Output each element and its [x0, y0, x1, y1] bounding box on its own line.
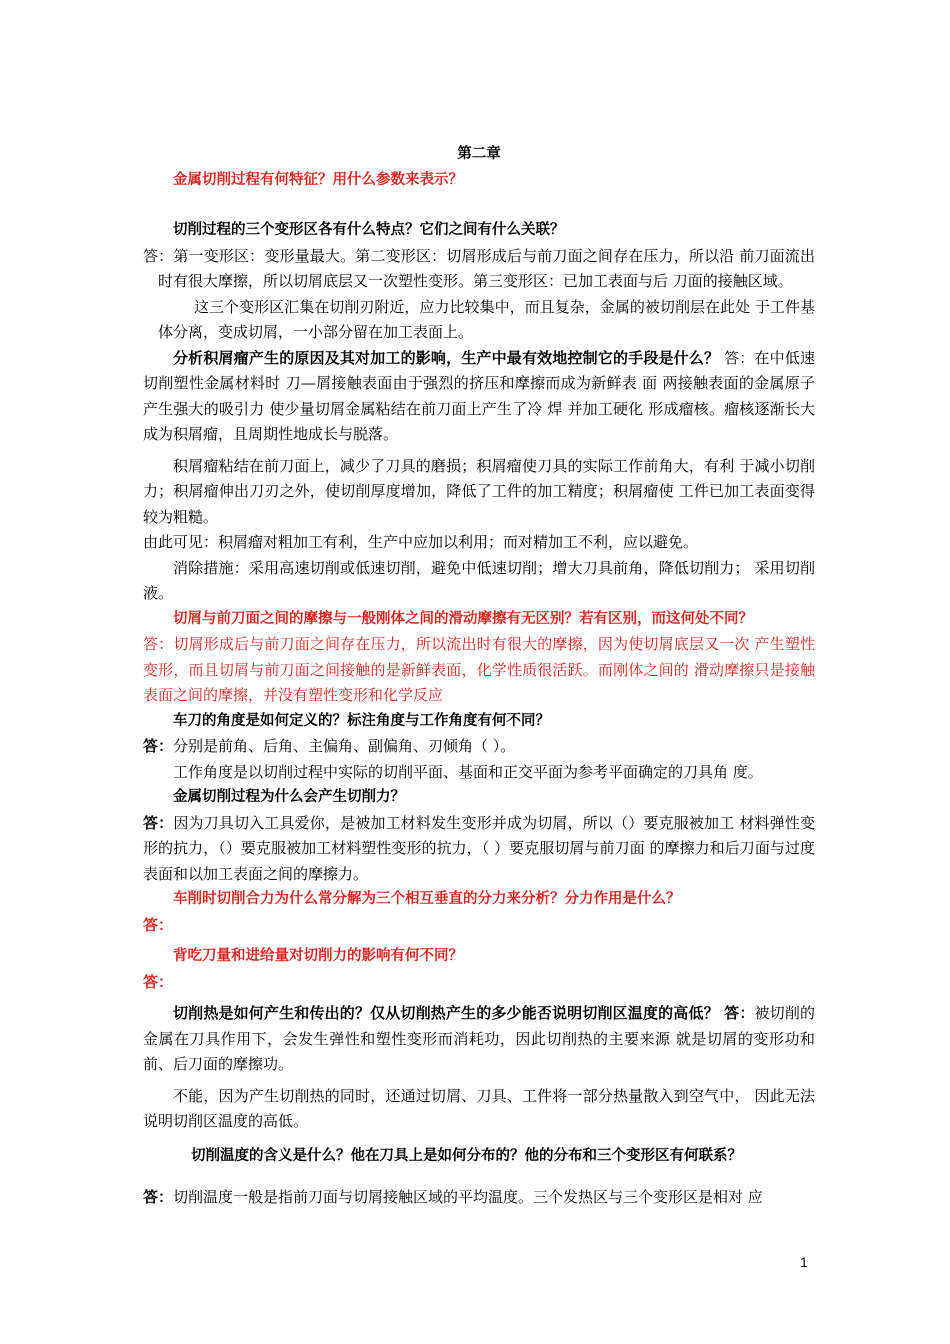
question-7: 车削时切削合力为什么常分解为三个相互垂直的分力来分析？分力作用是什么？	[173, 891, 681, 907]
question-10: 切削温度的含义是什么？他在刀具上是如何分布的？他的分布和三个变形区有何联系？	[191, 1147, 742, 1164]
answer-label: 答：	[143, 915, 174, 934]
answer-label: 答：	[143, 1187, 174, 1206]
answer-label: 答：	[718, 1004, 755, 1022]
answer-3-paragraph-4: 消除措施：采用高速切削或低速切削，避免中低速切削；增大刀具前角，降低切削力； 采用切削液。	[143, 558, 815, 602]
question-9: 切削热是如何产生和传出的？仅从切削热产生的多少能否说明切削区温度的高低？	[173, 1004, 719, 1022]
question-3-block	[143, 346, 815, 448]
answer-7	[143, 913, 815, 939]
question-1: 金属切削过程有何特征？用什么参数来表示？	[173, 171, 463, 188]
answer-5-paragraph-1	[143, 734, 815, 760]
answer-5-text: 分别是前角、后角、主偏角、副偏角、刃倾角（ ）。	[173, 737, 516, 755]
question-9-block	[143, 1001, 815, 1078]
answer-5-paragraph-2: 工作角度是以切削过程中实际的切削平面、基面和正交平面为参考平面确定的刀具角 度。	[173, 762, 763, 781]
answer-label: 答：	[143, 737, 174, 755]
chapter-title: 第二章	[457, 146, 501, 162]
answer-3-paragraph-1: 答：在中低速切削塑性金属材料时 刀—屑接触表面由于强烈的挤压和摩擦而成为新鲜表 面 两接触表面的金属原子产生强大的吸引力 使少量切屑金属粘结在前刀面上产生了冷 焊 并加工硬化 形成瘤核。瘤核逐渐长大成为积屑瘤，且周期性地成长与脱落。	[143, 348, 815, 443]
blank-line	[143, 193, 815, 218]
answer-label: 答：	[143, 972, 174, 991]
answer-8	[143, 970, 815, 996]
page-number: 1	[800, 1254, 808, 1270]
spacer	[143, 1171, 815, 1185]
question-2: 切削过程的三个变形区各有什么特点？它们之间有什么关联？	[173, 222, 565, 238]
question-8: 背吃刀量和进给量对切削力的影响有何不同？	[173, 948, 463, 964]
document-body	[143, 142, 815, 1210]
answer-9-paragraph-2: 不能，因为产生切削热的同时，还通过切屑、刀具、工件将一部分热量散入到空气中， 因此无法说明切削区温度的高低。	[143, 1086, 815, 1130]
answer-3-paragraph-3: 由此可见：积屑瘤对粗加工有利，生产中应加以利用；而对精加工不利，应以避免。	[143, 533, 699, 551]
answer-3-paragraph-2: 积屑瘤粘结在前刀面上，减少了刀具的磨损；积屑瘤使刀具的实际工作前角大，有利 于减小切削力；积屑瘤伸出刀刃之外，使切削厚度增加，降低了工件的加工精度；积屑瘤使 工件已加工表面变得较为粗糙。	[143, 456, 815, 526]
question-4: 切屑与前刀面之间的摩擦与一般刚体之间的滑动摩擦有无区别？若有区别，而这何处不同？	[173, 610, 753, 627]
answer-10-text: 切削温度一般是指前刀面与切屑接触区域的平均温度。三个发热区与三个变形区是相对 应	[173, 1187, 763, 1206]
answer-6-text: 因为刀具切入工具爱你，是被加工材料发生变形并成为切屑，所以（）要克服被加工 材料弹性变形的抗力，（）要克服被加工材料塑性变形的抗力，（ ）要克服切屑与前刀面 的摩擦力和后刀面与过度表面和以加工表面之间的摩擦力。	[143, 813, 815, 883]
answer-6	[143, 811, 815, 888]
question-3: 分析积屑瘤产生的原因及其对加工的影响，生产中最有效地控制它的手段是什么？	[173, 348, 720, 367]
question-6: 金属切削过程为什么会产生切削力？	[173, 789, 405, 805]
answer-9-paragraph-1: 被切削的金属在刀具作用下，会发生弹性和塑性变形而消耗功，因此切削热的主要来源 就是切屑的变形功和前、后刀面的摩擦功。	[143, 1004, 815, 1073]
answer-2-paragraph-1: 答：第一变形区：变形量最大。第二变形区：切屑形成后与前刀面之间存在压力，所以沿 前刀面流出时有很大摩擦，所以切屑底层又一次塑性变形。第三变形区：已加工表面与后 刀面的接触区域。	[143, 246, 815, 290]
answer-2-paragraph-2: 这三个变形区汇集在切削刃附近，应力比较集中，而且复杂，金属的被切削层在此处 于工件基体分离，变成切屑，一小部分留在加工表面上。	[158, 297, 815, 341]
question-5: 车刀的角度是如何定义的？标注角度与工作角度有何不同？	[173, 712, 550, 729]
answer-4: 答：切屑形成后与前刀面之间存在压力，所以流出时有很大的摩擦，因为使切屑底层又一次 产生塑性变形，而且切屑与前刀面之间接触的是新鲜表面，化学性质很活跃。而刚体之间的 滑动摩擦只是接触表面之间的摩擦，并没有塑性变形和化学反应	[143, 635, 815, 704]
answer-10	[143, 1185, 815, 1211]
answer-label: 答：	[143, 813, 174, 832]
